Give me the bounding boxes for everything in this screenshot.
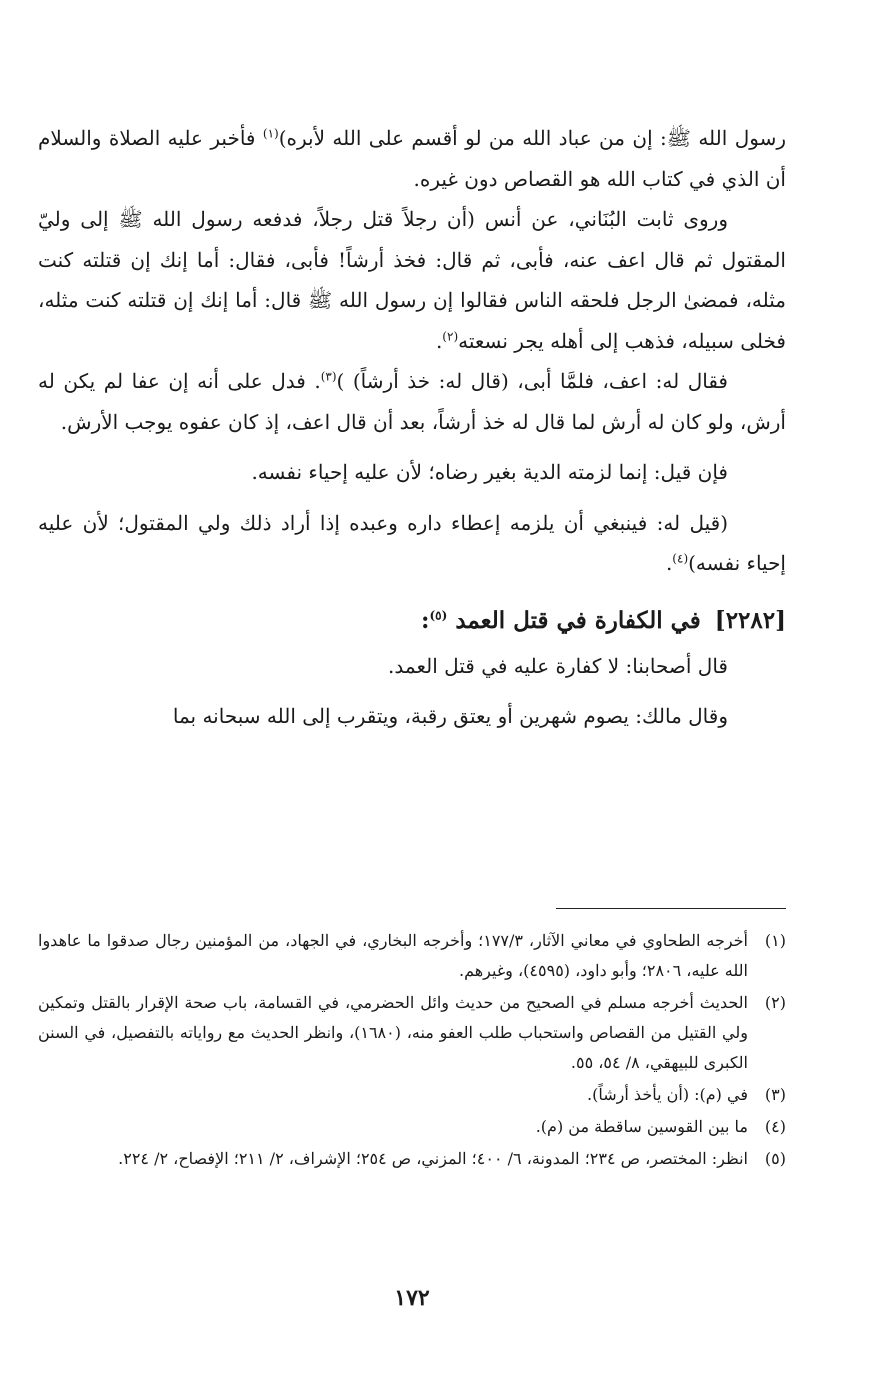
footnote-number: (٣) xyxy=(764,1085,786,1104)
paragraph-5: (قيل له: فينبغي أن يلزمه إعطاء داره وعبده إذا أراد ذلك ولي المقتول؛ لأن عليه إحياء نفسه)$^{(٤)}$. xyxy=(38,510,786,575)
footnote-5 xyxy=(38,1144,786,1174)
footnote-number: (٥) xyxy=(764,1149,786,1168)
footnote-text: في (م): (أن يأخذ أرشاً). xyxy=(587,1085,748,1104)
book-page xyxy=(38,118,786,1318)
footnote-number: (٢) xyxy=(764,993,786,1012)
section-number: [٢٢٨٢] xyxy=(714,606,786,634)
footnotes xyxy=(38,926,786,1174)
paragraph-4: فإن قيل: إنما لزمته الدية بغير رضاه؛ لأن عليه إحياء نفسه. xyxy=(251,460,728,484)
footnote-separator xyxy=(556,908,786,909)
footnote-3 xyxy=(38,1080,786,1110)
footnote-ref-3[interactable]: (٣) xyxy=(320,369,337,384)
footnote-ref-2[interactable]: (٢) xyxy=(442,328,459,343)
section-title: في الكفارة في قتل العمد xyxy=(455,606,701,634)
paragraph-3: فقال له: اعف، فلمَّا أبى، (قال له: خذ أرشاً) )$^{(٣)}$. فدل على أنه إن عفا لم يكن له أرش، ولو كان له أرش لما قال له خذ أرشاً، بعد أن قال اعف، إذ كان عفوه يوجب الأرش. xyxy=(38,369,786,434)
footnote-text: الحديث أخرجه مسلم في الصحيح من حديث وائل الحضرمي، في القسامة، باب صحة الإقرار بالقتل وتمكين ولي القتيل من القصاص واستحباب طلب العفو منه، (١٦٨٠)، وانظر الحديث مع رواياته بالتفصيل، في السنن الكبرى للبيهقي، ٨/ ٥٤، ٥٥. xyxy=(38,993,748,1072)
footnote-ref-4[interactable]: (٤) xyxy=(672,551,689,566)
section-heading: [٢٢٨٢]في الكفارة في قتل العمد $^{(٥)}$: xyxy=(420,606,786,634)
footnote-2 xyxy=(38,988,786,1078)
footnote-number: (١) xyxy=(764,931,786,950)
paragraph-2: وروى ثابت البُنَاني، عن أنس (أن رجلاً قتل رجلاً، فدفعه رسول الله ﷺ إلى وليّ المقتول ثم قال اعف عنه، فأبى، ثم قال: فخذ أرشاً! فأبى، فقال: أما إنك إن قتلته كنت مثله، فمضىٰ الرجل فلحقه الناس فقالوا إن رسول الله ﷺ قال: أما إنك إن قتلته كنت مثله، فخلى سبيله، فذهب إلى أهله يجر نسعته$^{(٢)}$. xyxy=(38,207,786,353)
footnote-text: أخرجه الطحاوي في معاني الآثار، ١٧٧/٣؛ وأخرجه البخاري، في الجهاد، من المؤمنين رجال صدقوا ما عاهدوا الله عليه، ٢٨٠٦؛ وأبو داود، (٤٥٩٥)، وغيرهم. xyxy=(38,931,748,980)
footnote-1 xyxy=(38,926,786,986)
footnote-ref-5[interactable]: (٥) xyxy=(429,607,448,622)
paragraph-6: قال أصحابنا: لا كفارة عليه في قتل العمد. xyxy=(388,653,728,678)
main-text xyxy=(38,118,786,737)
footnote-ref-1[interactable]: (١) xyxy=(262,126,279,141)
footnote-text: ما بين القوسين ساقطة من (م). xyxy=(535,1117,748,1136)
page-number: ١٧٢ xyxy=(394,1285,430,1311)
footnote-number: (٤) xyxy=(764,1117,786,1136)
footnote-4 xyxy=(38,1112,786,1142)
footnote-text: انظر: المختصر، ص ٢٣٤؛ المدونة، ٦/ ٤٠٠؛ المزني، ص ٢٥٤؛ الإشراف، ٢/ ٢١١؛ الإفصاح، ٢/ ٢٢٤. xyxy=(118,1149,748,1168)
paragraph-7: وقال مالك: يصوم شهرين أو يعتق رقبة، ويتقرب إلى الله سبحانه بما xyxy=(172,704,728,728)
paragraph-1: رسول الله ﷺ: إن من عباد الله من لو أقسم على الله لأبره)$^{(١)}$ فأخبر عليه الصلاة والسلام أن الذي في كتاب الله هو القصاص دون غيره. xyxy=(38,126,787,191)
